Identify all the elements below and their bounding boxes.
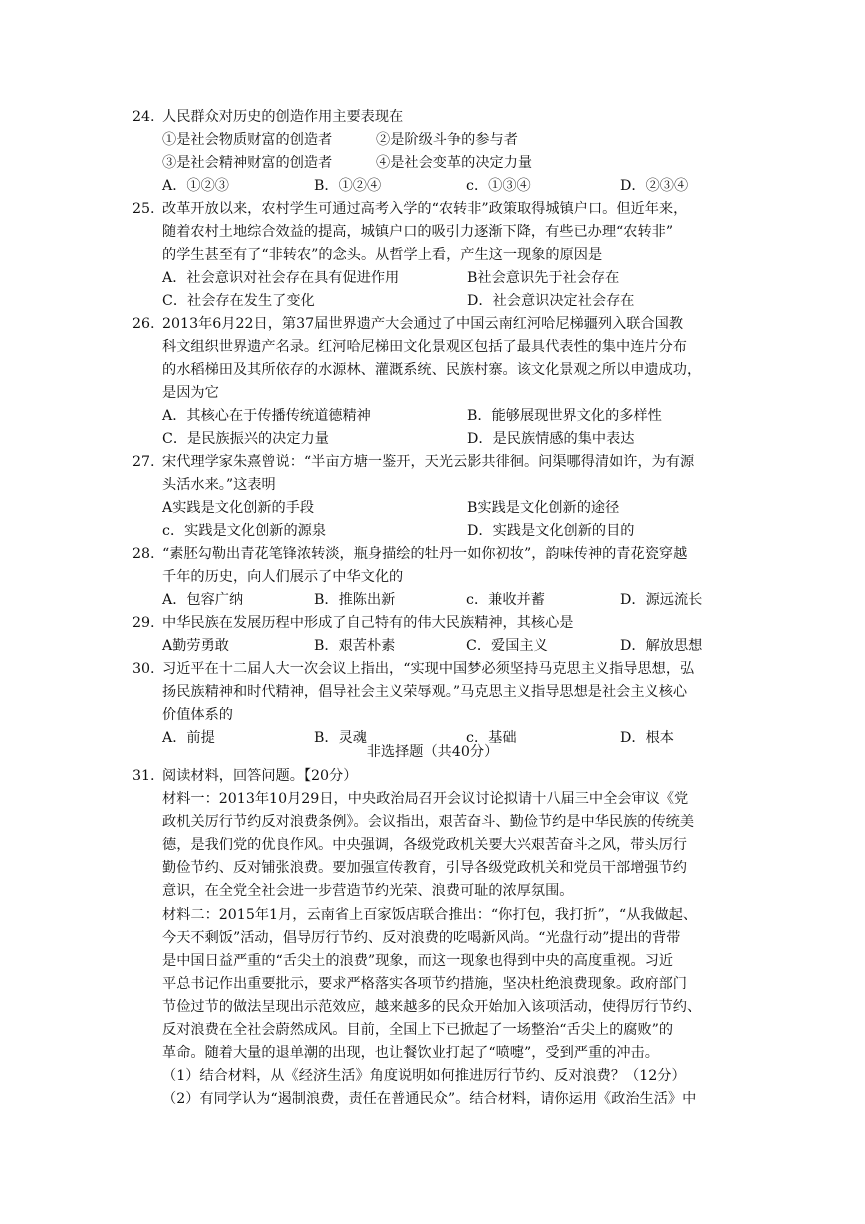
options-row: [162, 175, 762, 198]
question-number: 25.: [132, 201, 155, 217]
question-number: 24.: [132, 109, 155, 125]
question-number: 30.: [132, 661, 155, 677]
sub-question: （1）结合材料，从《经济生活》角度说明如何推进厉行节约、反对浪费？（12分）: [162, 1068, 686, 1084]
question-text-line: 随着农村土地综合效益的提高，城镇户口的吸引力逐渐下降，有些已办理“农转非”: [162, 224, 674, 240]
question-number: 26.: [132, 316, 155, 332]
options-row: [162, 428, 762, 451]
option-d: D．根本: [620, 730, 674, 746]
material-line: 革命。随着大量的退单潮的出现，也让餐饮业打起了“喷嚏”，受到严重的冲击。: [162, 1045, 659, 1061]
statement-item: ②是阶级斗争的参与者: [376, 132, 518, 148]
option-b: B．艰苦朴素: [314, 638, 396, 654]
option-c: c．基础: [466, 730, 517, 746]
option-d: D．是民族情感的集中表达: [467, 431, 635, 447]
option-c: C．是民族振兴的决定力量: [162, 431, 329, 447]
option-a: A．①②③: [162, 178, 229, 194]
question-text-line: 头活水来。”这表明: [162, 477, 276, 493]
option-d: D．源远流长: [620, 592, 703, 608]
option-a: A．前提: [162, 730, 215, 746]
material-line: 勤俭节约、反对铺张浪费。要加强宣传教育，引导各级党政机关和党员干部增强节约: [162, 860, 687, 876]
options-row: [162, 635, 762, 658]
question-text-line: 2013年6月22日，第37届世界遗产大会通过了中国云南红河哈尼梯疆列入联合国教: [162, 316, 684, 332]
option-b: B社会意识先于社会存在: [467, 270, 620, 286]
question-number: 28.: [132, 546, 155, 562]
statement-item: ①是社会物质财富的创造者: [162, 132, 333, 148]
material-line: 节俭过节的做法呈现出示范效应，越来越多的民众开始加入该项活动，使得厉行节约、: [162, 999, 702, 1015]
question-text-line: 价值体系的: [162, 707, 233, 723]
question-text-line: 宋代理学家朱熹曾说：“半亩方塘一鉴开，天光云影共徘徊。问渠哪得清如许，为有源: [162, 454, 695, 470]
material-line: 是中国日益严重的“舌尖土的浪费”现象，而这一现象也得到中央的高度重视。习近: [162, 953, 674, 969]
question-text-line: 的水稻梯田及其所依存的水源林、灌溉系统、民族村寨。该文化景观之所以申遗成功，: [162, 362, 702, 378]
option-a: A．社会意识对社会存在具有促进作用: [162, 270, 400, 286]
option-d: D．②③④: [620, 178, 689, 194]
material-line: 反对浪费在全社会蔚然成风。目前，全国上下已掀起了一场整治“舌尖上的腐败”的: [162, 1022, 674, 1038]
question-text-line: 千年的历史，向人们展示了中华文化的: [162, 569, 404, 585]
option-b: B实践是文化创新的途径: [467, 500, 620, 516]
option-a: A．包容广纳: [162, 592, 244, 608]
question-stem: 人民群众对历史的创造作用主要表现在: [162, 109, 404, 125]
sub-question: （2）有同学认为“遏制浪费，责任在普通民众”。结合材料，请你运用《政治生活》中: [162, 1091, 697, 1107]
question-number: 31.: [132, 768, 155, 784]
question-text-line: “素胚勾勒出青花笔锋浓转淡，瓶身描绘的牡丹一如你初妆”，韵味传神的青花瓷穿越: [162, 546, 688, 562]
material-line: 材料一：2013年10月29日，中央政治局召开会议讨论拟请十八届三中全会审议《党: [162, 791, 689, 807]
option-b: B．推陈出新: [314, 592, 396, 608]
options-row: [162, 267, 762, 290]
option-b: B．①②④: [314, 178, 382, 194]
option-a: A．其核心在于传播传统道德精神: [162, 408, 371, 424]
statement-item: ③是社会精神财富的创造者: [162, 155, 333, 171]
options-row: [162, 497, 762, 520]
option-d: D．解放思想: [620, 638, 703, 654]
question-stem: 中华民族在发展历程中形成了自己特有的伟大民族精神，其核心是: [162, 615, 574, 631]
question-number: 27.: [132, 454, 155, 470]
option-c: c．①③④: [466, 178, 531, 194]
option-c: c．实践是文化创新的源泉: [162, 523, 327, 539]
option-c: c．兼收并蓄: [466, 592, 545, 608]
question-text-line: 习近平在十二届人大一次会议上指出，“实现中国梦必须坚持马克思主义指导思想，弘: [162, 661, 695, 677]
material-line: 意识，在全党全社会进一步营造节约光荣、浪费可耻的浓厚氛围。: [162, 883, 574, 899]
question-text-line: 扬民族精神和时代精神，倡导社会主义荣辱观。”马克思主义指导思想是社会主义核心: [162, 684, 688, 700]
option-c: C．社会存在发生了变化: [162, 293, 315, 309]
options-row: [162, 405, 762, 428]
option-a: A实践是文化创新的手段: [162, 500, 315, 516]
section-title: 非选择题（共40分）: [366, 744, 499, 760]
options-row: [162, 589, 762, 612]
material-line: 今天不剩饭”活动，倡导厉行节约、反对浪费的吃喝新风尚。“光盘行动”提出的背带: [162, 930, 681, 946]
material-line: 材料二：2015年1月，云南省上百家饭店联合推出：“你打包，我打折”，“从我做起、: [162, 907, 698, 923]
question-text-line: 的学生甚至有了“非转农”的念头。从哲学上看，产生这一现象的原因是: [162, 247, 603, 263]
question-text-line: 改革开放以来，农村学生可通过高考入学的“农转非”政策取得城镇户口。但近年来，: [162, 201, 688, 217]
options-row: [162, 520, 762, 543]
option-b: B．灵魂: [314, 730, 367, 746]
question-stem: 阅读材料，回答问题。【20分）: [162, 768, 358, 784]
material-line: 政机关厉行节约反对浪费条例》。会议指出，艰苦奋斗、勤俭节约是中华民族的传统美: [162, 814, 695, 830]
material-line: 平总书记作出重要批示，要求严格落实各项节约措施，坚决杜绝浪费现象。政府部门: [162, 976, 687, 992]
question-text-line: 科文组织世界遗产名录。红河哈尼梯田文化景观区包括了最具代表性的集中连片分布: [162, 339, 687, 355]
option-d: D．实践是文化创新的目的: [467, 523, 635, 539]
material-line: 德，是我们党的优良作风。中央强调，各级党政机关要大兴艰苦奋斗之风，带头厉行: [162, 837, 687, 853]
option-c: C．爱国主义: [466, 638, 548, 654]
question-number: 29.: [132, 615, 155, 631]
option-d: D．社会意识决定社会存在: [467, 293, 635, 309]
option-a: A勤劳勇敢: [162, 638, 229, 654]
option-b: B．能够展现世界文化的多样性: [467, 408, 662, 424]
options-row: [162, 290, 762, 313]
statement-item: ④是社会变革的决定力量: [376, 155, 533, 171]
question-text-line: 是因为它: [162, 385, 219, 401]
